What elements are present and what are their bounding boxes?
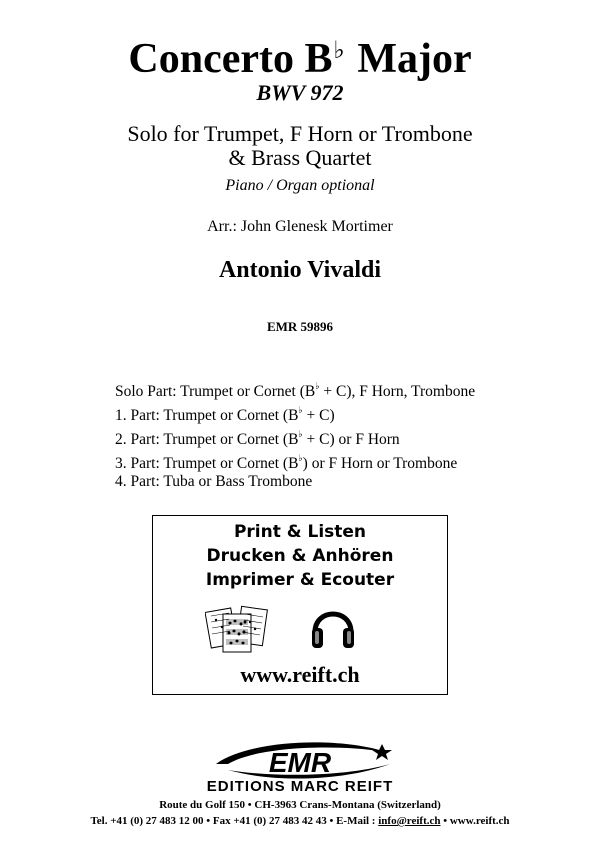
catalog-number: EMR 59896 [266,319,334,334]
arranger: Arr.: John Glenesk Mortimer [207,218,393,235]
catalog-subtitle: BWV 972 [256,80,344,105]
title-text-end: Major [346,36,472,82]
instrumentation-line-2: & Brass Quartet [228,145,372,170]
part-1: 1. Part: Trumpet or Cornet (B♭ + C) [115,405,335,424]
part-3: 3. Part: Trumpet or Cornet (B♭) or F Horn or Trombone [115,453,458,472]
svg-text:EMR: EMR [268,747,332,778]
part-4: 4. Part: Tuba or Bass Trombone [115,473,313,490]
headphones-icon [309,600,357,654]
sheet-music-icon [205,602,269,654]
email-link[interactable]: info@reift.ch [378,815,441,827]
publisher-address: Route du Golf 150 • CH-3963 Crans-Montana (Switzerland) [159,799,441,811]
publisher-name: EDITIONS MARC REIFT [206,778,394,795]
promo-line-2: Drucken & Anhören [206,546,394,566]
promo-line-1: Print & Listen [233,522,367,542]
part-2: 2. Part: Trumpet or Cornet (B♭ + C) or F Horn [115,429,400,448]
website-link[interactable]: www.reift.ch [240,662,360,687]
publisher-contact: Tel. +41 (0) 27 483 12 00 • Fax +41 (0) 27 483 42 43 • E-Mail : info@reift.ch • www.reift.ch [90,815,510,827]
composer: Antonio Vivaldi [218,257,382,283]
part-solo: Solo Part: Trumpet or Cornet (B♭ + C), F Horn, Trombone [115,381,476,400]
title-text: Concerto B [128,36,333,82]
page-title [0,26,600,84]
parts-list [115,377,475,491]
print-listen-box [152,515,448,695]
flat-sign: ♭ [333,38,345,64]
promo-line-3: Imprimer & Ecouter [205,570,395,590]
optional-accompaniment: Piano / Organ optional [225,177,375,194]
instrumentation-line-1: Solo for Trumpet, F Horn or Trombone [127,121,473,146]
